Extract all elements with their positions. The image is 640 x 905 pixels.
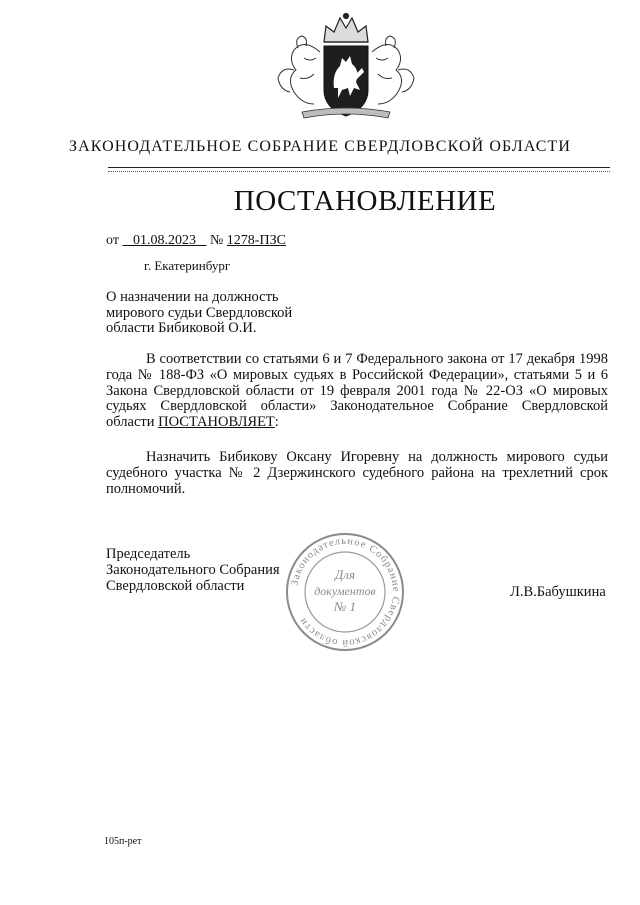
stamp-center-line: документов bbox=[314, 584, 376, 598]
document-type-title: ПОСТАНОВЛЕНИЕ bbox=[233, 185, 497, 217]
signer-title bbox=[106, 546, 280, 594]
stamp-center-line: № 1 bbox=[333, 599, 357, 614]
subject-line: мирового судьи Свердловской bbox=[106, 304, 293, 321]
signer-title-line: Законодательного Собрания bbox=[106, 562, 280, 578]
document-number: 1278-ПЗС bbox=[226, 233, 286, 248]
header-rule bbox=[108, 167, 610, 168]
stamp-center-line: Для bbox=[335, 567, 355, 582]
preamble-paragraph bbox=[106, 352, 608, 431]
resolves-word: ПОСТАНОВЛЯЕТ bbox=[158, 414, 275, 431]
date-prefix: от bbox=[106, 233, 119, 248]
subject-line: О назначении на должность bbox=[106, 289, 279, 305]
preamble-text: В соответствии со статьями 6 и 7 Федерального закона от 17 декабря 1998 года № 188-ФЗ «О мировых судьях в Российской Федерации», статьями 5 и 6 Закона Свердловской области от 19 февраля 2001 года № 22-ОЗ «О мировых судьях Свердловской области» Законодательное Собрание Свердловской области bbox=[106, 351, 608, 431]
signer-title-line: Свердловской области bbox=[106, 578, 245, 594]
document-subject bbox=[106, 290, 356, 337]
stamp-ring-text: Законодательное Собрание Свердловской области bbox=[289, 535, 402, 649]
signer-title-line: Председатель bbox=[106, 546, 191, 562]
organization-name: ЗАКОНОДАТЕЛЬНОЕ СОБРАНИЕ СВЕРДЛОВСКОЙ ОБЛАСТИ bbox=[68, 138, 572, 155]
footer-code: 105п-рет bbox=[104, 836, 142, 847]
coat-of-arms-icon bbox=[264, 8, 428, 124]
date-number-line bbox=[106, 233, 286, 249]
subject-line: области Бибиковой О.И. bbox=[106, 320, 257, 336]
document-date: 01.08.2023 bbox=[132, 233, 196, 248]
number-prefix: № bbox=[209, 233, 224, 248]
colon: : bbox=[274, 414, 279, 431]
signer-name: Л.В.Бабушкина bbox=[510, 584, 606, 600]
header-rule-dotted bbox=[108, 171, 610, 172]
city: г. Екатеринбург bbox=[144, 258, 231, 273]
resolution-paragraph: Назначить Бибикову Оксану Игоревну на должность мирового судьи судебного участка № 2 Дзержинского судебного района на трехлетний срок полномочий. bbox=[106, 449, 608, 497]
official-stamp bbox=[284, 531, 406, 653]
